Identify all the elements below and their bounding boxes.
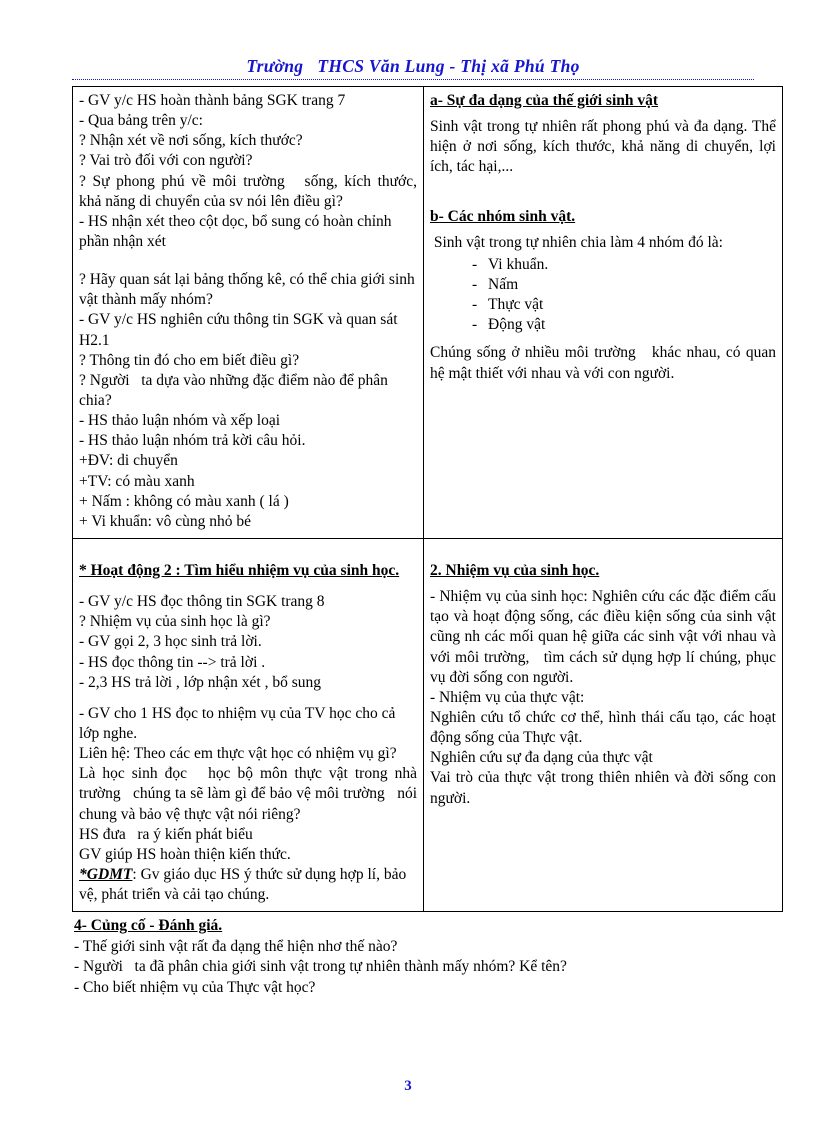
row1-left2-line-8: +TV: có màu xanh xyxy=(79,472,195,490)
para-mission-biology: - Nhiệm vụ của sinh học: Nghiên cứu các đặc điểm cấu tạo và hoạt động sống, các điều kiện sống của sinh vật cũng nh các mối quan hệ giữa các sinh vật với nhau và với môi trường, tìm cách sử dụng hợp lí chúng, phục vụ đời sống con người. xyxy=(430,588,780,686)
row1-left2-line-6: - HS thảo luận nhóm trả kời câu hỏi. xyxy=(79,432,306,450)
row2-left-line-3: - GV gọi 2, 3 học sinh trả lời. xyxy=(79,633,262,651)
spacer xyxy=(430,543,776,561)
row1-left2-line-2: - GV y/c HS nghiên cứu thông tin SGK và quan sát H2.1 xyxy=(79,311,402,349)
row1-left-line-4: ? Vai trò đối với con người? xyxy=(79,152,253,170)
row1-left2-line-7: +ĐV: di chuyển xyxy=(79,452,178,470)
heading-b-groups: b- Các nhóm sinh vật. xyxy=(430,207,576,225)
heading-a-diversity: a- Sự đa dạng của thế giới sinh vật xyxy=(430,92,659,109)
row2-left-line-2: ? Nhiệm vụ của sinh học là gì? xyxy=(79,613,271,631)
list-item xyxy=(472,255,776,275)
table-row xyxy=(73,538,783,911)
row1-left-line-3: ? Nhận xét về nơi sống, kích thước? xyxy=(79,132,303,150)
list-item-label: Động vật xyxy=(488,316,546,334)
dash-icon: - xyxy=(472,255,478,273)
row1-left2-line-4: ? Người ta dựa vào những đặc điểm nào để phân chia? xyxy=(79,371,392,409)
footer-line-2: - Người ta đã phân chia giới sinh vật trong tự nhiên thành mấy nhóm? Kể tên? xyxy=(74,958,567,976)
list-item xyxy=(472,295,776,315)
spacer xyxy=(430,178,776,196)
row1-left2-line-9: + Nấm : không có màu xanh ( lá ) xyxy=(79,492,289,510)
spacer xyxy=(79,543,417,561)
row1-left2-line-10: + Vi khuẩn: vô cùng nhỏ bé xyxy=(79,512,251,530)
footer-line-3: - Cho biết nhiệm vụ của Thực vật học? xyxy=(74,978,316,996)
row2-left2-line-5: GV giúp HS hoàn thiện kiến thức. xyxy=(79,845,291,863)
row2-right-line-2: Nghiên cứu tổ chức cơ thể, hình thái cấu tạo, các hoạt động sống của Thực vật. xyxy=(430,708,780,747)
footer-heading: 4- Củng cố - Đánh giá. xyxy=(74,917,223,935)
gdmt-paragraph xyxy=(79,865,417,905)
footer-line-1: - Thế giới sinh vật rất đa dạng thể hiện nhơ thế nào? xyxy=(74,937,398,955)
row2-right-line-4: Vai trò của thực vật trong thiên nhiên và đời sống con người. xyxy=(430,769,780,807)
group-list xyxy=(430,255,776,336)
row2-left2-line-2: Liên hệ: Theo các em thực vật học có nhiệm vụ gì? xyxy=(79,745,397,763)
dash-icon: - xyxy=(472,296,478,314)
row1-left-line-6: - HS nhận xét theo cột dọc, bổ sung có hoàn chỉnh phần nhận xét xyxy=(79,212,396,250)
row2-left2-line-1: - GV cho 1 HS đọc to nhiệm vụ của TV học cho cả lớp nghe. xyxy=(79,704,400,742)
row2-left-line-1: - GV y/c HS đọc thông tin SGK trang 8 xyxy=(79,593,325,611)
row2-left-line-5: - 2,3 HS trả lời , lớp nhận xét , bổ sung xyxy=(79,673,321,691)
lesson-plan-table xyxy=(72,86,783,912)
row1-left2-line-5: - HS thảo luận nhóm và xếp loại xyxy=(79,412,281,430)
list-item xyxy=(472,275,776,295)
row1-activities-cell xyxy=(73,87,429,539)
row2-left-line-4: - HS đọc thông tin --> trả lời . xyxy=(79,653,266,671)
para-b-habitat: Chúng sống ở nhiều môi trường khác nhau, có quan hệ mật thiết với nhau và với con người. xyxy=(430,344,780,382)
page-header-title: Trường THCS Văn Lung - Thị xã Phú Thọ xyxy=(246,56,580,76)
list-item xyxy=(472,315,776,335)
row2-left2-line-3: Là học sinh đọc học bộ môn thực vật trong nhà trường chúng ta sẽ làm gì để bảo vệ môi trường nói chung và bảo vệ thực vật nói riêng? xyxy=(79,765,421,823)
row2-content-cell xyxy=(424,538,783,911)
heading-mission-biology: 2. Nhiệm vụ của sinh học. xyxy=(430,561,600,579)
spacer xyxy=(430,196,776,207)
consolidation-section xyxy=(72,916,754,998)
row2-activities-cell xyxy=(73,538,424,911)
row1-left-line-1: - GV y/c HS hoàn thành bảng SGK trang 7 xyxy=(79,92,346,109)
header-divider xyxy=(72,79,754,80)
dash-icon: - xyxy=(472,316,478,334)
para-a-diversity: Sinh vật trong tự nhiên rất phong phú và đa dạng. Thể hiện ở nơi sống, kích thước, khả năng di chuyển, lợi ích, tác hại,... xyxy=(430,118,780,176)
row2-right-line-3: Nghiên cứu sự đa dạng của thực vật xyxy=(430,749,653,767)
heading-activity-2: * Hoạt động 2 : Tìm hiểu nhiệm vụ của sinh học. xyxy=(79,561,400,579)
list-item-label: Vi khuẩn. xyxy=(488,255,549,273)
gdmt-label: *GDMT xyxy=(79,865,133,883)
row2-right-line-1: - Nhiệm vụ của thực vật: xyxy=(430,688,585,706)
spacer xyxy=(79,581,417,592)
table-row xyxy=(73,87,783,539)
row1-left2-line-3: ? Thông tin đó cho em biết điều gì? xyxy=(79,351,300,369)
dash-icon: - xyxy=(472,275,478,293)
row1-left-line-5: ? Sự phong phú về môi trường sống, kích thước, khả năng di chuyển của sv nói lên điều gì? xyxy=(79,172,429,210)
row2-left2-line-4: HS đưa ra ý kiến phát biểu xyxy=(79,825,253,843)
page-number: 3 xyxy=(404,1078,412,1094)
gdmt-text: : Gv giáo dục HS ý thức sử dụng hợp lí, bảo vệ, phát triển và cải tạo chúng. xyxy=(79,865,411,904)
spacer xyxy=(79,252,417,270)
list-item-label: Thực vật xyxy=(488,296,544,314)
list-item-label: Nấm xyxy=(488,275,519,293)
spacer xyxy=(79,693,417,704)
row1-content-cell xyxy=(424,87,783,539)
row1-left-line-2: - Qua bảng trên y/c: xyxy=(79,112,203,130)
para-b-intro: Sinh vật trong tự nhiên chia làm 4 nhóm đó là: xyxy=(430,233,723,251)
row1-left2-line-1: ? Hãy quan sát lại bảng thống kê, có thể chia giới sinh vật thành mấy nhóm? xyxy=(79,271,419,309)
